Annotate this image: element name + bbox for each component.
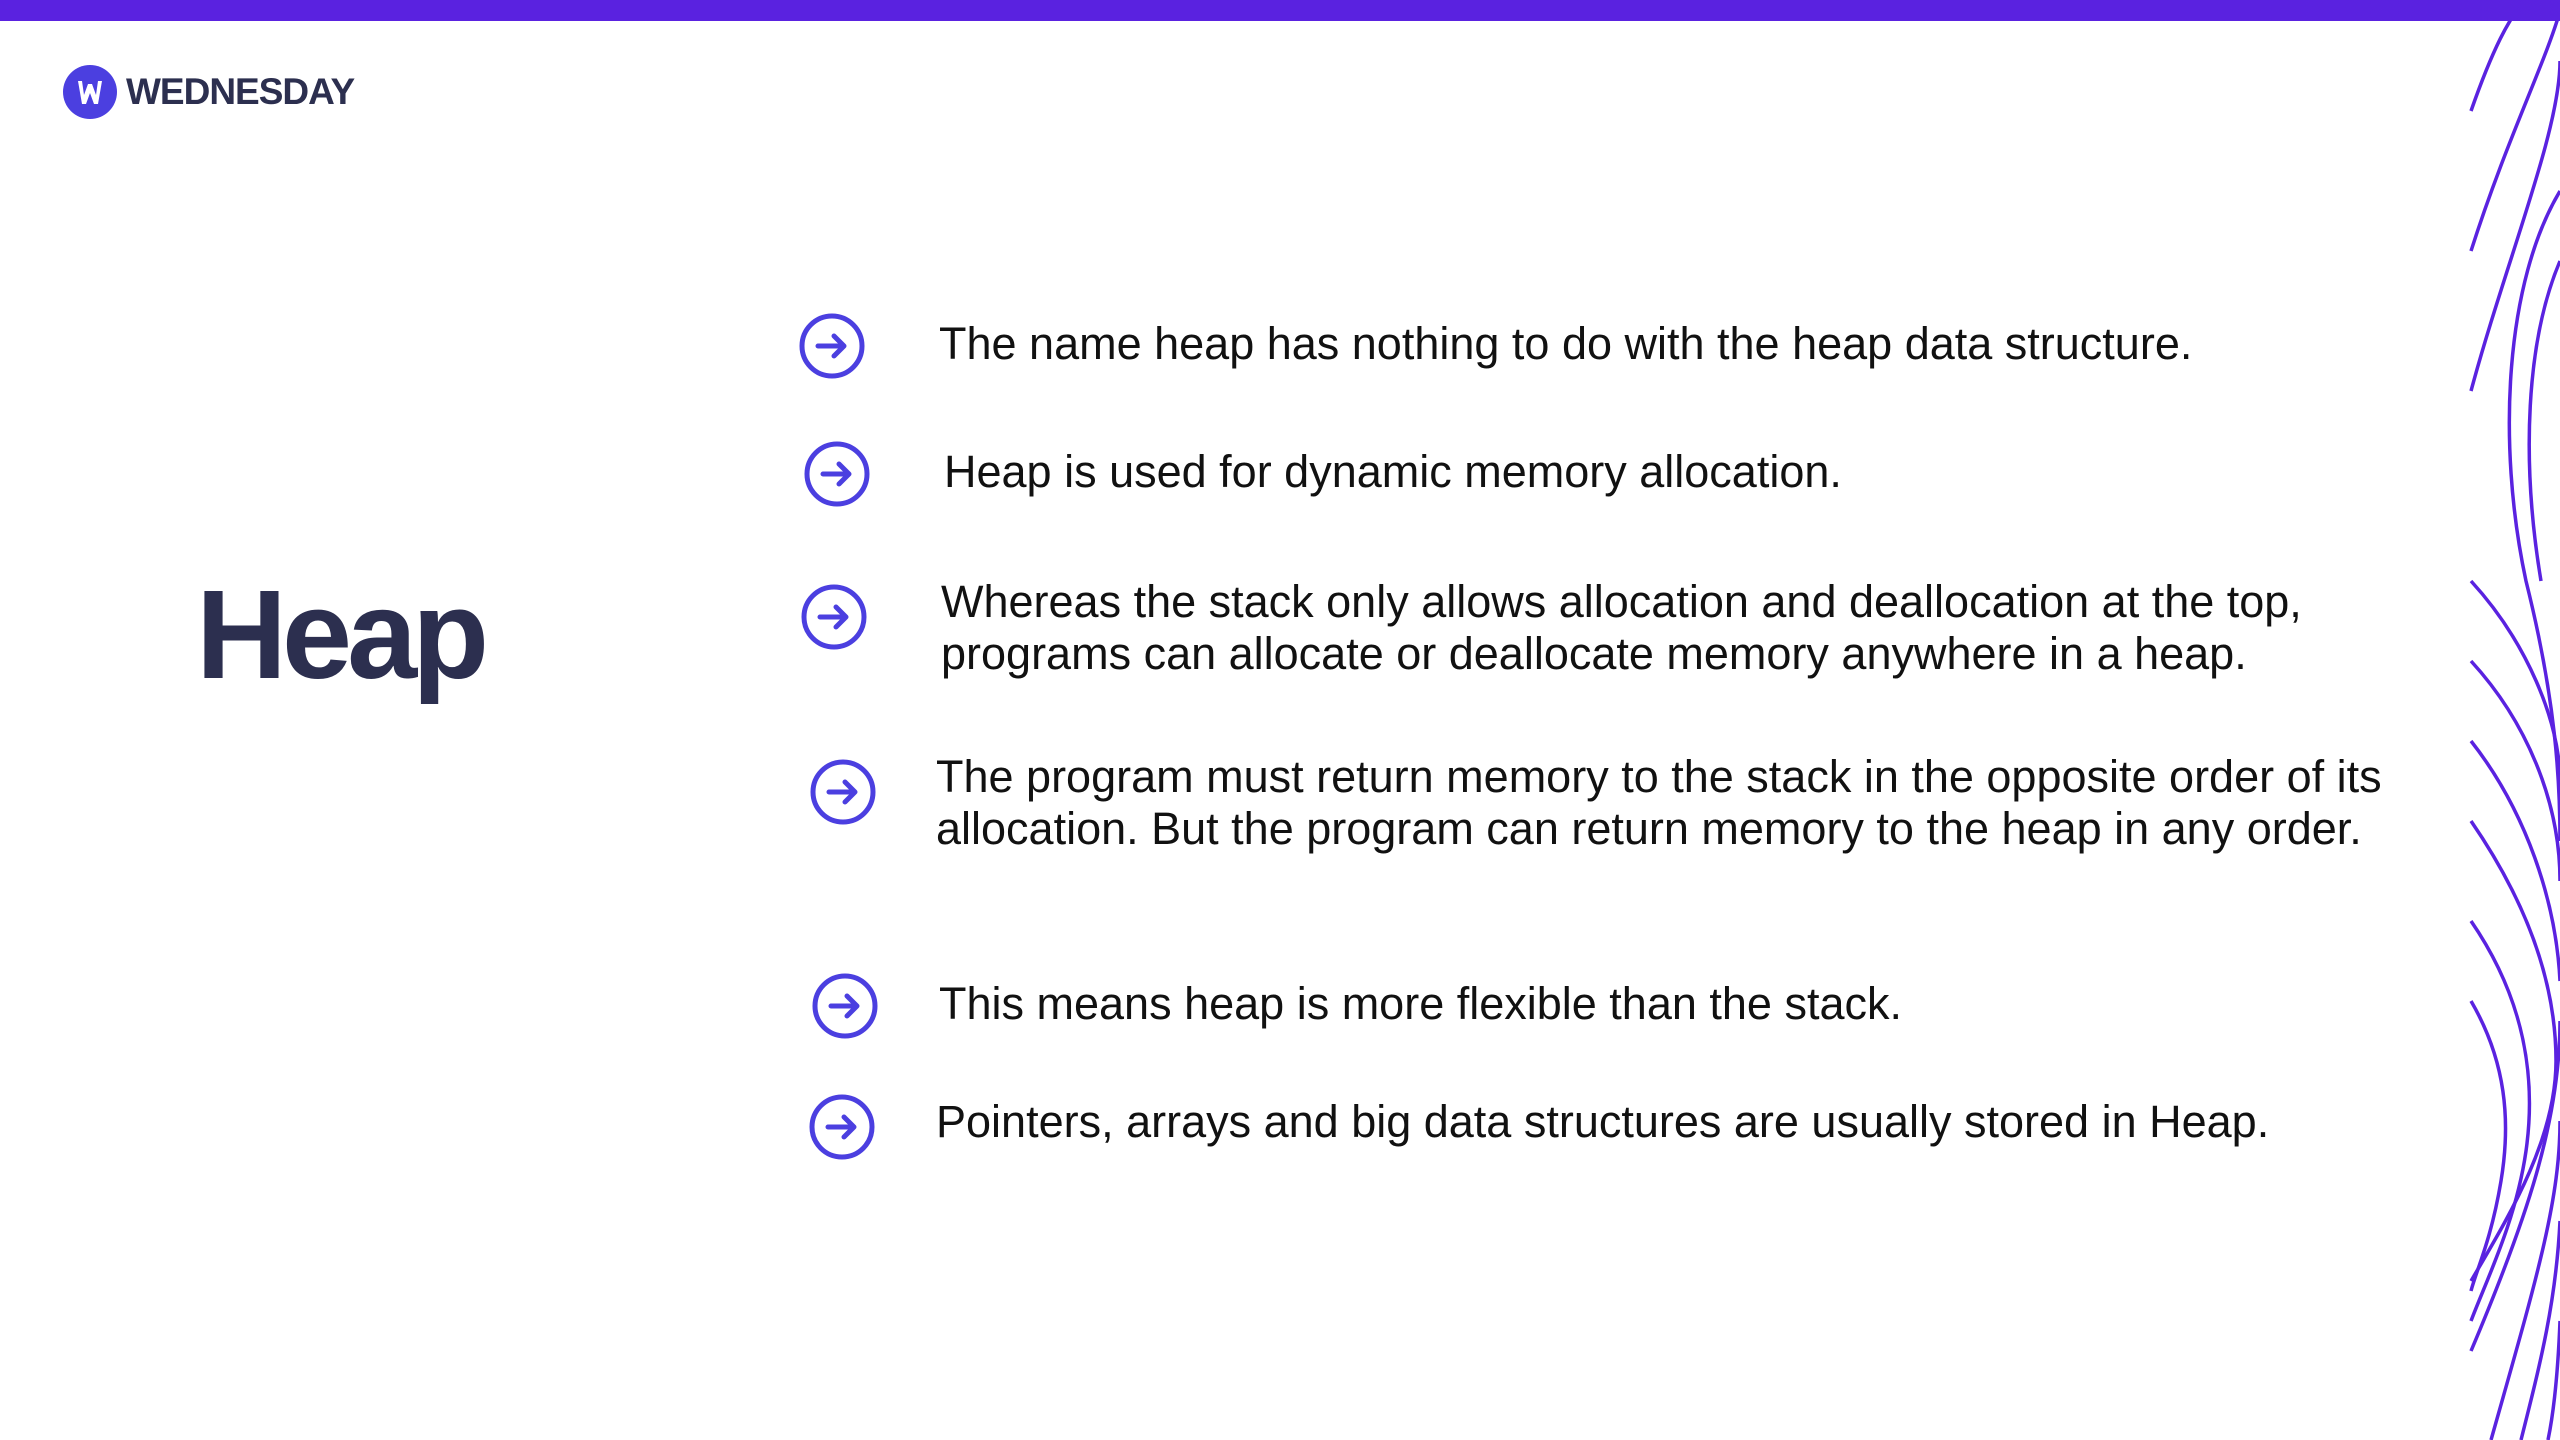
arrow-right-circle-icon [801,584,867,650]
bullet-text: Pointers, arrays and big data structures are usually stored in Heap. [936,1096,2270,1147]
decorative-wave-lines [2466,21,2560,1440]
wednesday-logo-icon [62,64,118,120]
brand-name: WEDNESDAY [126,71,355,112]
bullet-text: Heap is used for dynamic memory allocation. [944,446,1842,497]
top-accent-bar [0,0,2560,21]
arrow-right-circle-icon [812,973,878,1039]
bullet-text: Whereas the stack only allows allocation and deallocation at the top, programs can allocate or deallocate memory anywhere in a heap. [941,576,2302,679]
brand-logo [62,64,354,120]
arrow-right-circle-icon [799,313,865,379]
slide-title: Heap [196,564,485,705]
bullet-text: The program must return memory to the stack in the opposite order of its allocation. But the program can return memory to the heap in any order. [936,751,2382,854]
bullet-text: This means heap is more flexible than the stack. [939,978,1902,1029]
arrow-right-circle-icon [804,441,870,507]
arrow-right-circle-icon [810,759,876,825]
bullet-text: The name heap has nothing to do with the heap data structure. [939,318,2193,369]
arrow-right-circle-icon [809,1094,875,1160]
